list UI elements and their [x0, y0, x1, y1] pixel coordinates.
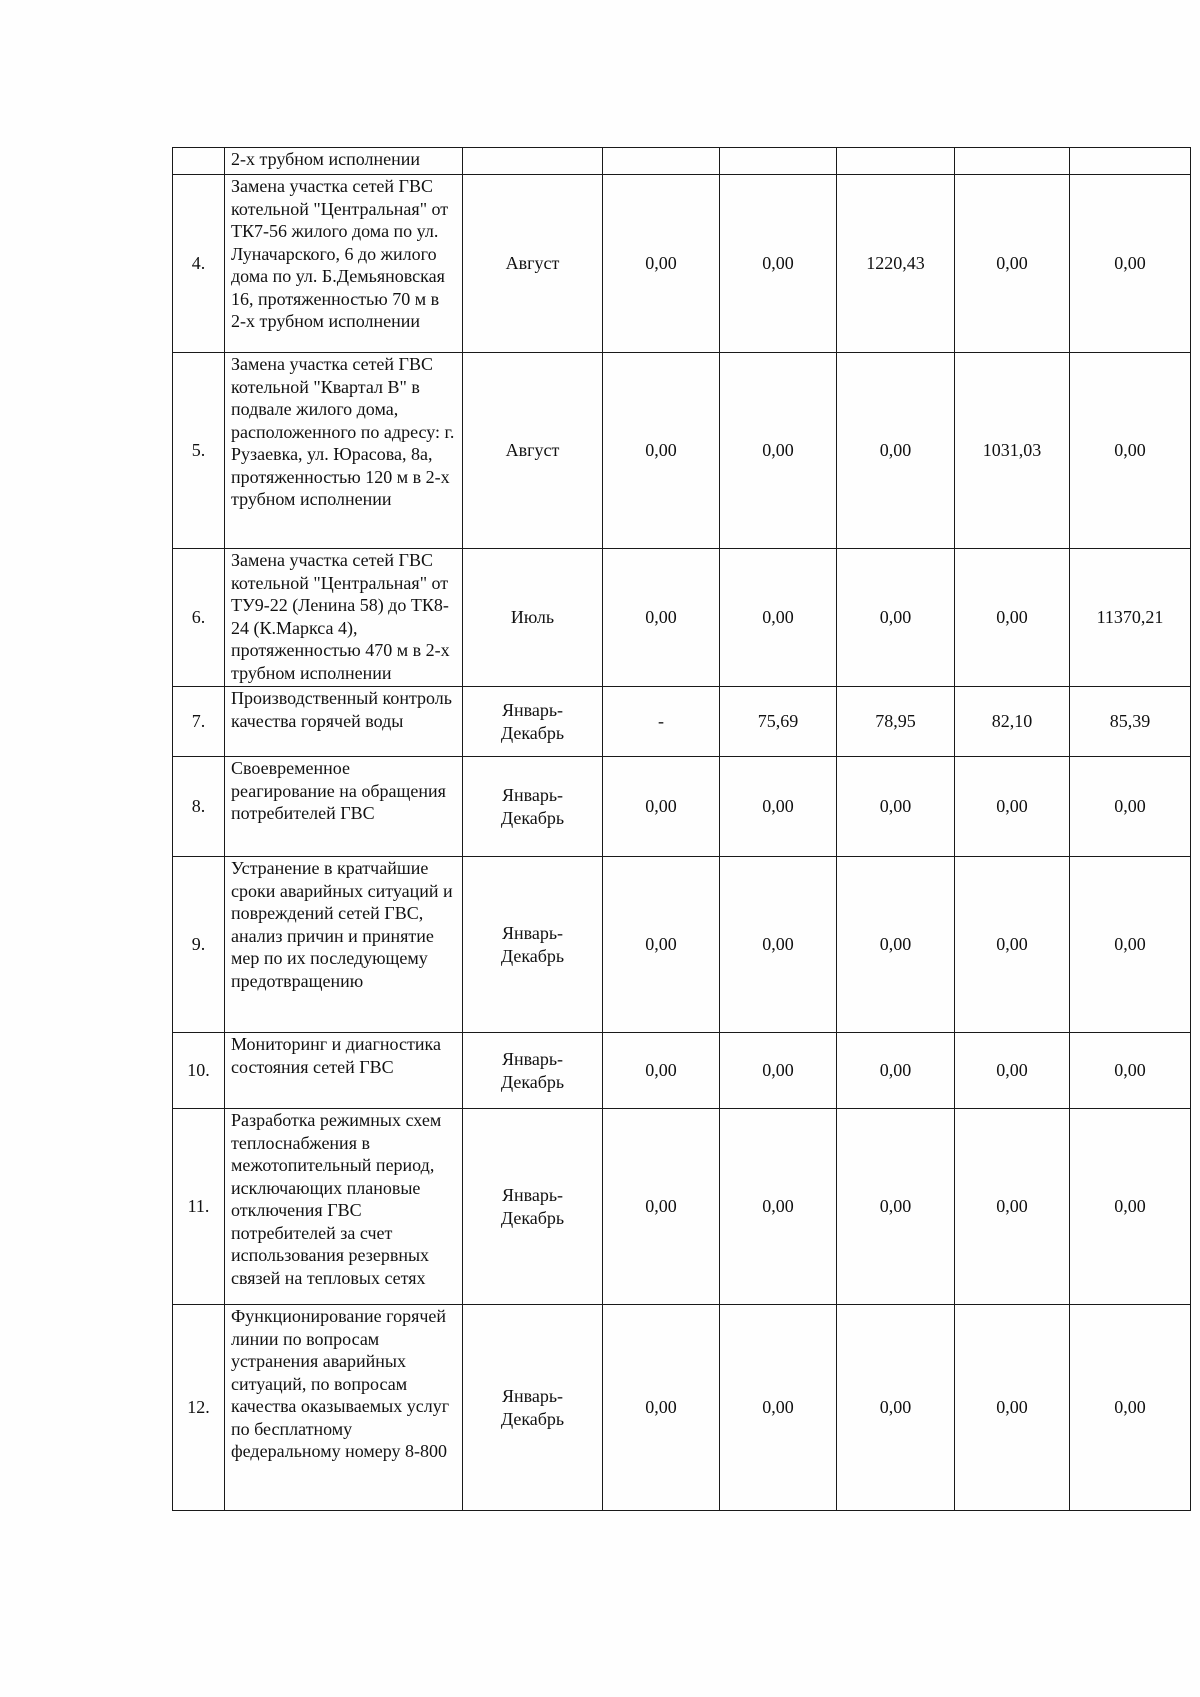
cell-value: 0,00 — [955, 1305, 1070, 1511]
cell-value: 0,00 — [720, 1033, 837, 1109]
cell-value: 0,00 — [720, 1109, 837, 1305]
cell-value: 0,00 — [603, 353, 720, 549]
cell-value: 0,00 — [837, 549, 955, 687]
cell-num: 7. — [173, 687, 225, 757]
table-row — [173, 1109, 1191, 1305]
cell-value: 0,00 — [720, 353, 837, 549]
cell-description: Замена участка сетей ГВС котельной "Центральная" от ТК7-56 жилого дома по ул. Луначарского, 6 до жилого дома по ул. Б.Демьяновская 16, протяженностью 70 м в 2-х трубном исполнении — [225, 175, 463, 353]
cell-value: 0,00 — [1070, 757, 1191, 857]
cell-description: Замена участка сетей ГВС котельной "Квартал В" в подвале жилого дома, расположенного по адресу: г. Рузаевка, ул. Юрасова, 8а, протяженностью 120 м в 2-х трубном исполнении — [225, 353, 463, 549]
table-row — [173, 549, 1191, 687]
cell-value: 0,00 — [955, 549, 1070, 687]
cell-period: Январь- Декабрь — [463, 1033, 603, 1109]
measures-table — [172, 147, 1191, 1511]
cell-value: 0,00 — [720, 857, 837, 1033]
cell-num: 11. — [173, 1109, 225, 1305]
cell-num — [173, 148, 225, 175]
cell-value: 85,39 — [1070, 687, 1191, 757]
cell-period: Август — [463, 353, 603, 549]
cell-value: 0,00 — [955, 175, 1070, 353]
cell-value: 0,00 — [603, 857, 720, 1033]
cell-description: 2-х трубном исполнении — [225, 148, 463, 175]
cell-value: 0,00 — [837, 757, 955, 857]
cell-num: 10. — [173, 1033, 225, 1109]
cell-description: Устранение в кратчайшие сроки аварийных ситуаций и повреждений сетей ГВС, анализ причин и принятие мер по их последующему предотвращению — [225, 857, 463, 1033]
cell-description: Замена участка сетей ГВС котельной "Центральная" от ТУ9-22 (Ленина 58) до ТК8-24 (К.Маркса 4), протяженностью 470 м в 2-х трубном исполнении — [225, 549, 463, 687]
cell-value: 0,00 — [837, 353, 955, 549]
cell-value: 11370,21 — [1070, 549, 1191, 687]
cell-value: 0,00 — [955, 1109, 1070, 1305]
cell-description: Производственный контроль качества горячей воды — [225, 687, 463, 757]
cell-value: 0,00 — [720, 1305, 837, 1511]
cell-value: 0,00 — [603, 1109, 720, 1305]
cell-num: 5. — [173, 353, 225, 549]
cell-num: 9. — [173, 857, 225, 1033]
cell-num: 4. — [173, 175, 225, 353]
cell-value: 0,00 — [720, 757, 837, 857]
table-body — [173, 148, 1191, 1511]
cell-description: Функционирование горячей линии по вопросам устранения аварийных ситуаций, по вопросам качества оказываемых услуг по бесплатному федеральному номеру 8-800 — [225, 1305, 463, 1511]
cell-description: Своевременное реагирование на обращения потребителей ГВС — [225, 757, 463, 857]
cell-value — [720, 148, 837, 175]
cell-value: 0,00 — [720, 175, 837, 353]
cell-value: 0,00 — [603, 1305, 720, 1511]
cell-num: 12. — [173, 1305, 225, 1511]
cell-num: 6. — [173, 549, 225, 687]
table-row — [173, 1305, 1191, 1511]
cell-value: 1220,43 — [837, 175, 955, 353]
cell-value: 0,00 — [955, 857, 1070, 1033]
cell-value: 0,00 — [955, 1033, 1070, 1109]
table-row — [173, 687, 1191, 757]
table-row — [173, 353, 1191, 549]
cell-value: 0,00 — [837, 857, 955, 1033]
cell-value — [955, 148, 1070, 175]
cell-period: Август — [463, 175, 603, 353]
continuation-row — [173, 148, 1191, 175]
cell-value: 0,00 — [603, 549, 720, 687]
cell-num: 8. — [173, 757, 225, 857]
cell-period: Январь- Декабрь — [463, 687, 603, 757]
cell-period: Июль — [463, 549, 603, 687]
cell-value: 0,00 — [837, 1305, 955, 1511]
cell-value: 0,00 — [1070, 857, 1191, 1033]
cell-value — [837, 148, 955, 175]
cell-value: 0,00 — [603, 1033, 720, 1109]
cell-value: 0,00 — [720, 549, 837, 687]
table-row — [173, 175, 1191, 353]
cell-value: 78,95 — [837, 687, 955, 757]
cell-value: 0,00 — [603, 757, 720, 857]
cell-period: Январь- Декабрь — [463, 757, 603, 857]
cell-value: 0,00 — [1070, 1109, 1191, 1305]
cell-value: 0,00 — [1070, 1033, 1191, 1109]
cell-description: Разработка режимных схем теплоснабжения в межотопительный период, исключающих плановые отключения ГВС потребителей за счет использования резервных связей на тепловых сетях — [225, 1109, 463, 1305]
cell-description: Мониторинг и диагностика состояния сетей ГВС — [225, 1033, 463, 1109]
cell-period: Январь- Декабрь — [463, 1305, 603, 1511]
cell-value: 75,69 — [720, 687, 837, 757]
cell-period — [463, 148, 603, 175]
cell-value: 0,00 — [1070, 353, 1191, 549]
cell-value — [1070, 148, 1191, 175]
table-row — [173, 757, 1191, 857]
cell-value: 0,00 — [1070, 1305, 1191, 1511]
cell-value: - — [603, 687, 720, 757]
cell-value: 0,00 — [603, 175, 720, 353]
cell-value: 1031,03 — [955, 353, 1070, 549]
table-row — [173, 1033, 1191, 1109]
cell-value: 0,00 — [837, 1033, 955, 1109]
cell-value: 0,00 — [837, 1109, 955, 1305]
cell-period: Январь- Декабрь — [463, 857, 603, 1033]
cell-value: 0,00 — [1070, 175, 1191, 353]
cell-period: Январь- Декабрь — [463, 1109, 603, 1305]
table-row — [173, 857, 1191, 1033]
cell-value — [603, 148, 720, 175]
cell-value: 82,10 — [955, 687, 1070, 757]
cell-value: 0,00 — [955, 757, 1070, 857]
